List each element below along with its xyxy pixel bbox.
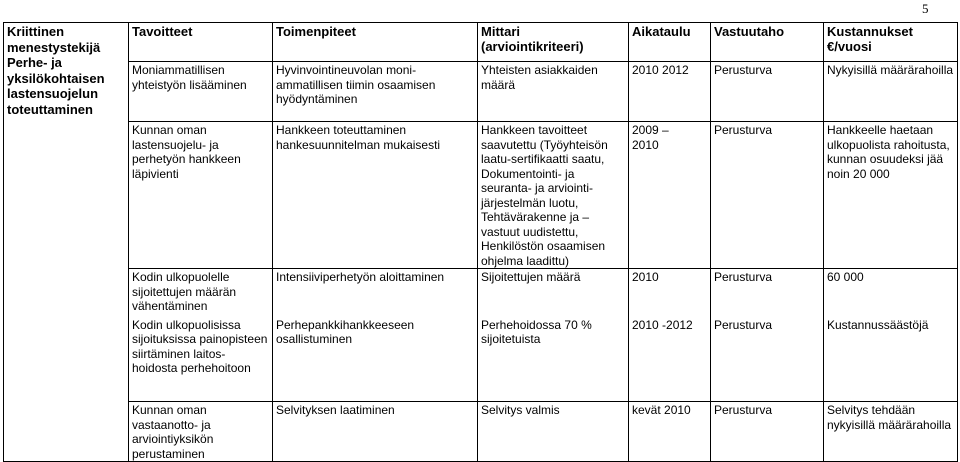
cell-kustannukset: 60 000 [824,269,958,317]
cell-tavoitteet: Kunnan oman vastaanotto- ja arviointiyksikön perustaminen [129,402,273,462]
cell-mittari: Sijoitettujen määrä [478,269,629,317]
cell-toimenpiteet: Perhepankkihankkeeseen osallistuminen [273,317,478,402]
cell-aikataulu: 2010 2012 [629,62,711,122]
cell-mittari: Hankkeen tavoitteet saavutettu (Työyhteisön laatu-sertifikaatti saatu, Dokumentointi- ja seuranta- ja arviointi-järjestelmän luotu, Tehtävärakenne ja – vastuut uudistettu, Henkilöstön osaamisen ohjelma laadittu) [478,122,629,269]
cell-mittari: Selvitys valmis [478,402,629,462]
cell-vastuutaho: Perusturva [711,317,824,402]
cell-toimenpiteet: Selvityksen laatiminen [273,402,478,462]
table-row [4,317,958,402]
critical-success-factor: Kriittinen menestystekijä Perhe- ja yksilökohtaisen lastensuojelun toteuttaminen [4,23,129,462]
cell-kustannukset: Hankkeelle haetaan ulkopuolista rahoitusta, kunnan osuudeksi jää noin 20 000 [824,122,958,269]
cell-tavoitteet: Moniammatillisen yhteistyön lisääminen [129,62,273,122]
cell-tavoitteet: Kunnan oman lastensuojelu- ja perhetyön hankkeen läpivienti [129,122,273,269]
header-toimenpiteet: Toimenpiteet [273,23,478,62]
cell-toimenpiteet: Intensiiviperhetyön aloittaminen [273,269,478,317]
cell-mittari: Yhteisten asiakkaiden määrä [478,62,629,122]
header-aikataulu: Aikataulu [629,23,711,62]
header-mittari: Mittari (arviointikriteeri) [478,23,629,62]
cell-kustannukset: Kustannussäästöjä [824,317,958,402]
table-row [4,402,958,462]
header-kustannukset: Kustannukset €/vuosi [824,23,958,62]
cell-kustannukset: Selvitys tehdään nykyisillä määrärahoilla [824,402,958,462]
cell-kustannukset: Nykyisillä määrärahoilla [824,62,958,122]
header-vastuutaho: Vastuutaho [711,23,824,62]
cell-aikataulu: kevät 2010 [629,402,711,462]
table-row [4,269,958,317]
cell-vastuutaho: Perusturva [711,62,824,122]
cell-aikataulu: 2010 -2012 [629,317,711,402]
cell-aikataulu: 2009 – 2010 [629,122,711,269]
header-tavoitteet: Tavoitteet [129,23,273,62]
strategy-table [3,22,958,462]
cell-vastuutaho: Perusturva [711,122,824,269]
cell-tavoitteet: Kodin ulkopuolelle sijoitettujen määrän vähentäminen [129,269,273,317]
cell-vastuutaho: Perusturva [711,269,824,317]
cell-mittari: Perhehoidossa 70 % sijoitetuista [478,317,629,402]
cell-tavoitteet: Kodin ulkopuolisissa sijoituksissa painopisteen siirtäminen laitos-hoidosta perhehoitoon [129,317,273,402]
table-row [4,122,958,269]
cell-aikataulu: 2010 [629,269,711,317]
header-row [4,23,958,62]
page-number: 5 [922,1,929,16]
cell-vastuutaho: Perusturva [711,402,824,462]
cell-toimenpiteet: Hankkeen toteuttaminen hankesuunnitelman mukaisesti [273,122,478,269]
table-row [4,62,958,122]
cell-toimenpiteet: Hyvinvointineuvolan moni-ammatillisen tiimin osaamisen hyödyntäminen [273,62,478,122]
